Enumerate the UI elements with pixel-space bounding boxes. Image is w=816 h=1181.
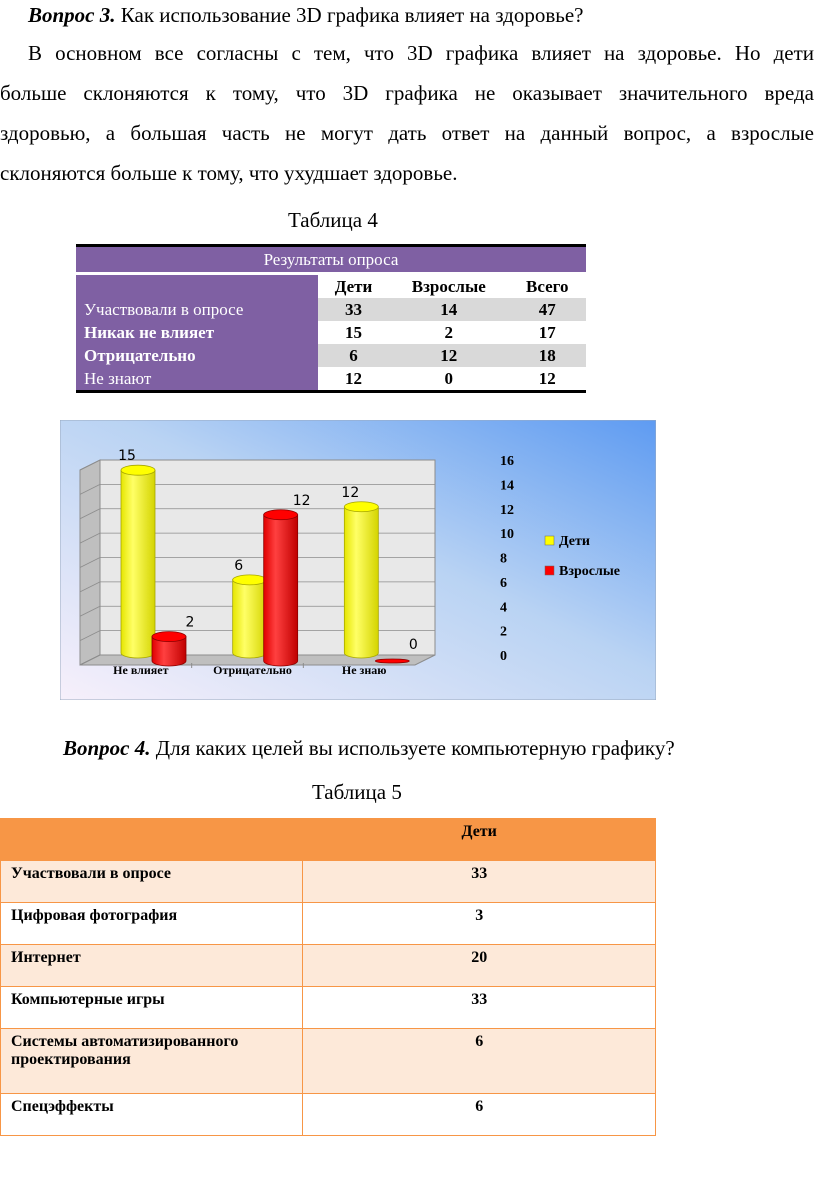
row-label: Системы автоматизированного проектирования [1, 1029, 303, 1094]
question-3-paragraph [0, 33, 814, 193]
table-row [1, 945, 656, 987]
survey-bar-chart [60, 420, 656, 700]
cell: 33 [318, 298, 389, 321]
paragraph-line-1: В основном все согласны с тем, что 3D графика влияет на здоровье. Но дети [28, 41, 814, 65]
cell: 6 [303, 1094, 656, 1136]
cell: 12 [389, 344, 508, 367]
survey-results-table [76, 244, 586, 393]
cell: 12 [318, 367, 389, 392]
data-label: 12 [292, 492, 311, 509]
x-tick-label: Не знаю [341, 663, 387, 677]
table-row [76, 298, 586, 321]
table-5-corner [1, 819, 303, 861]
purposes-table [0, 818, 656, 1136]
legend-swatch [545, 566, 554, 575]
table-4-col-children: Дети [318, 274, 389, 299]
cell: 20 [303, 945, 656, 987]
row-label: Компьютерные игры [1, 987, 303, 1029]
table-row [1, 1094, 656, 1136]
legend-label: Взрослые [559, 564, 620, 579]
cell: 6 [303, 1029, 656, 1094]
table-5-col-children: Дети [303, 819, 656, 861]
data-label: 6 [234, 557, 244, 574]
row-label: Никак не влияет [76, 321, 318, 344]
data-label: 12 [341, 484, 360, 501]
cell: 33 [303, 861, 656, 903]
paragraph-line-2: больше склоняются к тому, что 3D графика не оказывает значительного вреда [0, 81, 814, 105]
cell: 2 [389, 321, 508, 344]
table-row [1, 1029, 656, 1094]
cell: 3 [303, 903, 656, 945]
y-tick-label: 10 [500, 527, 514, 543]
bar-top [121, 465, 155, 475]
bar-cylinder [121, 470, 155, 658]
data-label: 0 [408, 637, 418, 653]
table-row [76, 321, 586, 344]
y-tick-label: 14 [500, 478, 514, 494]
table-row [1, 903, 656, 945]
y-tick-label: 6 [500, 575, 507, 591]
row-label: Спецэффекты [1, 1094, 303, 1136]
question-3-label: Вопрос 3. [28, 3, 116, 27]
row-label: Интернет [1, 945, 303, 987]
cell: 15 [318, 321, 389, 344]
cell: 12 [508, 367, 586, 392]
legend-swatch [545, 536, 554, 545]
legend-label: Дети [559, 534, 590, 549]
row-label: Отрицательно [76, 344, 318, 367]
table-row [1, 987, 656, 1029]
question-4-heading [63, 733, 675, 763]
cell: 33 [303, 987, 656, 1029]
y-tick-label: 16 [500, 454, 514, 469]
y-tick-label: 4 [500, 600, 507, 616]
question-3-heading [28, 0, 583, 30]
question-3-text: Как использование 3D графика влияет на здоровье? [115, 3, 584, 27]
row-label: Участвовали в опросе [76, 298, 318, 321]
data-label: 15 [118, 448, 136, 465]
x-tick-label: Не влияет [113, 663, 169, 677]
bar-top [233, 575, 267, 585]
bar-top [344, 502, 378, 512]
table-4-header: Результаты опроса [76, 246, 586, 274]
row-label: Не знают [76, 367, 318, 392]
table-4-col-adults: Взрослые [389, 274, 508, 299]
bar-cylinder [344, 507, 378, 658]
table-row [1, 861, 656, 903]
cell: 14 [389, 298, 508, 321]
row-label: Участвовали в опросе [1, 861, 303, 903]
table-4-caption: Таблица 4 [288, 208, 378, 232]
table-4-corner [76, 274, 318, 299]
cell: 6 [318, 344, 389, 367]
bar-cylinder [264, 515, 298, 666]
cell: 17 [508, 321, 586, 344]
question-4-text: Для каких целей вы используете компьютерную графику? [150, 736, 675, 760]
cell: 18 [508, 344, 586, 367]
cell: 0 [389, 367, 508, 392]
row-label: Цифровая фотография [1, 903, 303, 945]
paragraph-line-3: здоровью, а большая часть не могут дать ответ на данный вопрос, а взрослые [0, 121, 814, 145]
bar-top [264, 510, 298, 520]
cell: 47 [508, 298, 586, 321]
question-4-label: Вопрос 4. [63, 736, 151, 760]
y-tick-label: 0 [500, 649, 507, 664]
table-row [76, 344, 586, 367]
x-tick-label: Отрицательно [213, 663, 292, 677]
y-tick-label: 2 [500, 624, 507, 640]
paragraph-line-4: склоняются больше к тому, что ухудшает здоровье. [0, 161, 458, 185]
bar-cylinder [233, 580, 267, 658]
table-5-caption: Таблица 5 [312, 780, 402, 804]
bar-top [152, 632, 186, 642]
y-tick-label: 12 [500, 502, 514, 518]
table-row [76, 367, 586, 392]
y-tick-label: 8 [500, 551, 507, 567]
table-4-col-total: Всего [508, 274, 586, 299]
data-label: 2 [185, 614, 195, 631]
